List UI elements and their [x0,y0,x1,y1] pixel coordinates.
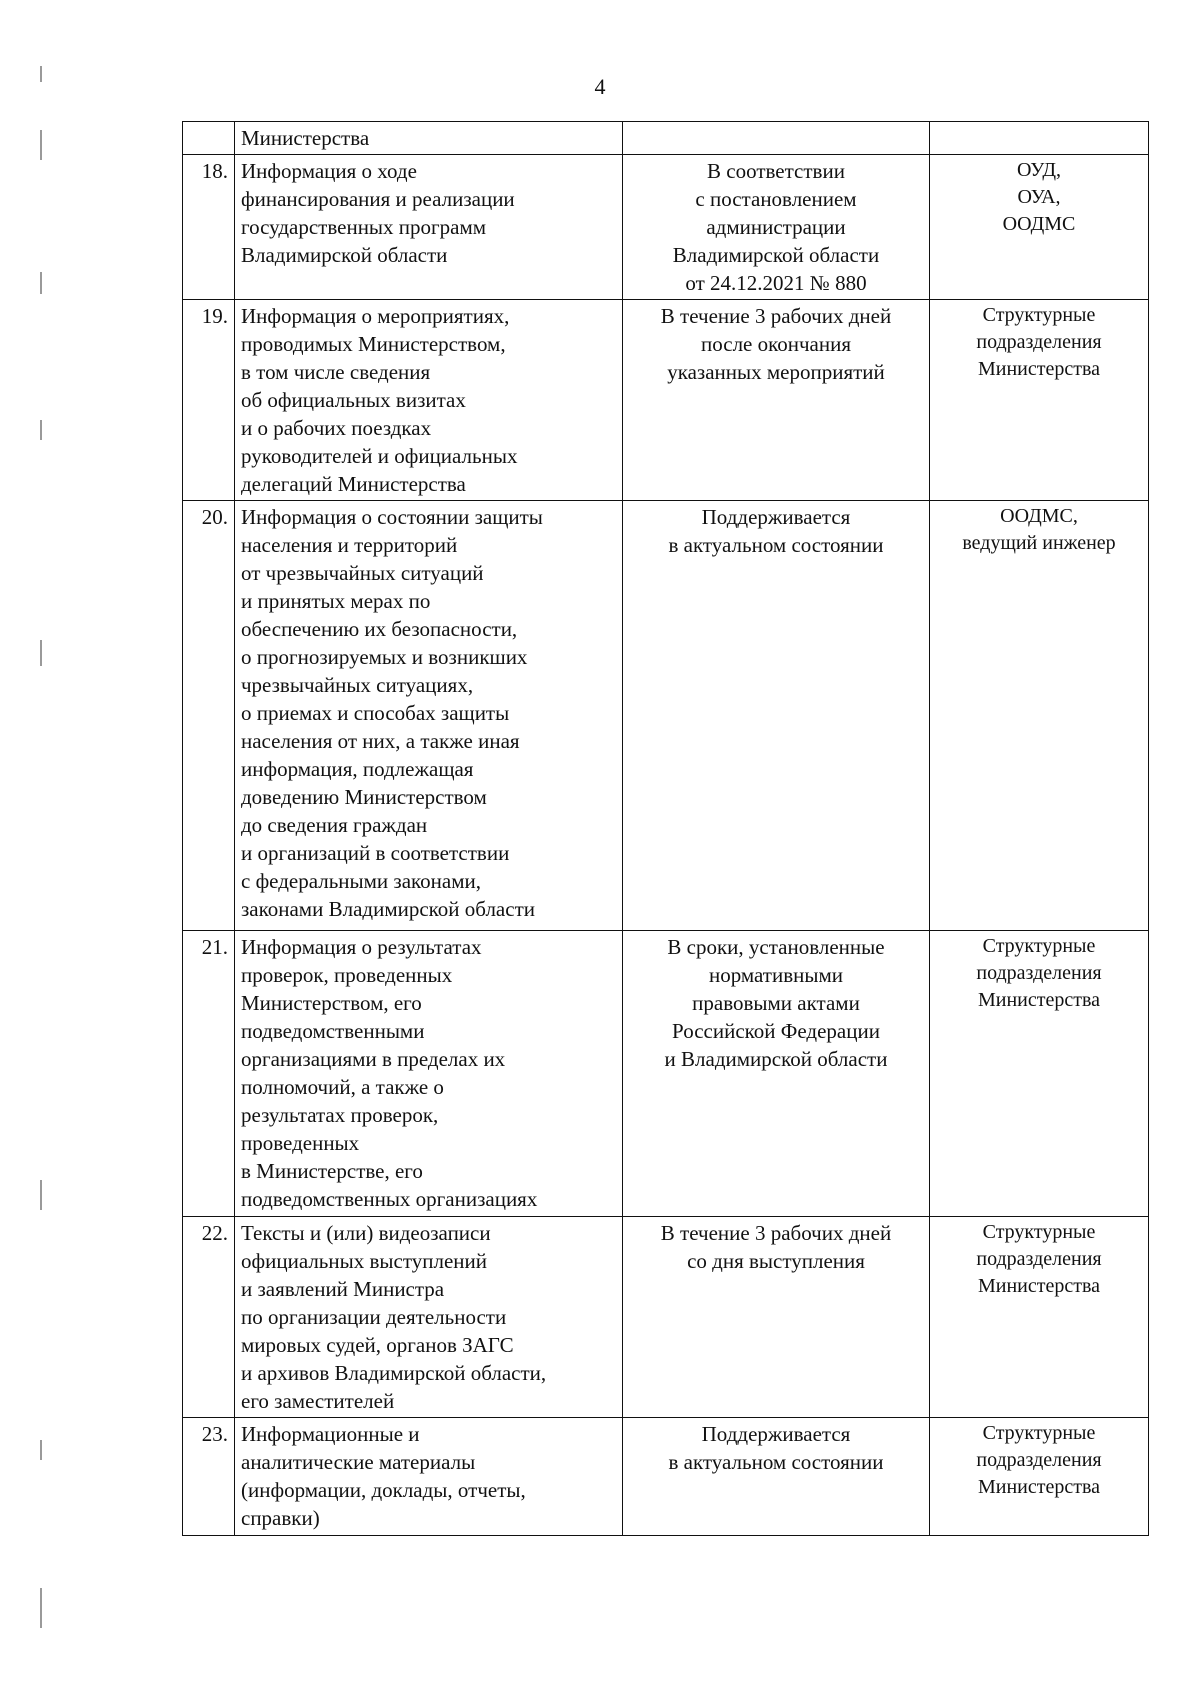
scan-margin-mark [40,1180,42,1210]
responsible-cell: ООДМС, ведущий инженер [930,501,1149,931]
term-cell: Поддерживается в актуальном состоянии [623,1418,930,1536]
information-cell: Тексты и (или) видеозаписи официальных выступлений и заявлений Министра по организации деятельности мировых судей, органов ЗАГС и архивов Владимирской области, его заместителей [235,1217,623,1418]
row-number-cell: 23. [183,1418,235,1536]
row-number-cell: 18. [183,155,235,300]
term-cell: Поддерживается в актуальном состоянии [623,501,930,931]
responsible-cell [930,122,1149,155]
term-cell [623,122,930,155]
table-row [183,1217,1149,1418]
information-table [182,121,1149,1536]
row-number-cell [183,122,235,155]
table-row [183,931,1149,1217]
row-number-cell: 19. [183,300,235,501]
row-number-cell: 20. [183,501,235,931]
term-cell: В соответствии с постановлением администрации Владимирской области от 24.12.2021 № 880 [623,155,930,300]
responsible-cell: Структурные подразделения Министерства [930,931,1149,1217]
term-cell: В течение 3 рабочих дней после окончания указанных мероприятий [623,300,930,501]
table-row [183,501,1149,931]
information-cell: Министерства [235,122,623,155]
information-cell: Информация о результатах проверок, проведенных Министерством, его подведомственными организациями в пределах их полномочий, а также о результатах проверок, проведенных в Министерстве, его подведомственных организациях [235,931,623,1217]
table-row [183,1418,1149,1536]
table-row-continuation [183,122,1149,155]
responsible-cell: Структурные подразделения Министерства [930,1418,1149,1536]
scan-margin-mark [40,66,42,82]
scan-margin-mark [40,1440,42,1460]
scan-margin-mark [40,640,42,666]
information-cell: Информационные и аналитические материалы (информации, доклады, отчеты, справки) [235,1418,623,1536]
scan-margin-mark [40,272,42,294]
table-row [183,300,1149,501]
term-cell: В сроки, установленные нормативными правовыми актами Российской Федерации и Владимирской области [623,931,930,1217]
responsible-cell: Структурные подразделения Министерства [930,300,1149,501]
information-cell: Информация о ходе финансирования и реализации государственных программ Владимирской области [235,155,623,300]
scan-margin-mark [40,1588,42,1628]
scan-margin-mark [40,130,42,160]
term-cell: В течение 3 рабочих дней со дня выступления [623,1217,930,1418]
page-number: 4 [594,74,606,99]
information-cell: Информация о состоянии защиты населения и территорий от чрезвычайных ситуаций и принятых мерах по обеспечению их безопасности, о прогнозируемых и возникших чрезвычайных ситуациях, о приемах и способах защиты населения от них, а также иная информация, подлежащая доведению Министерством до сведения граждан и организаций в соответствии с федеральными законами, законами Владимирской области [235,501,623,931]
information-cell: Информация о мероприятиях, проводимых Министерством, в том числе сведения об официальных визитах и о рабочих поездках руководителей и официальных делегаций Министерства [235,300,623,501]
scan-margin-mark [40,420,42,440]
responsible-cell: ОУД, ОУА, ООДМС [930,155,1149,300]
responsible-cell: Структурные подразделения Министерства [930,1217,1149,1418]
table-row [183,155,1149,300]
row-number-cell: 22. [183,1217,235,1418]
row-number-cell: 21. [183,931,235,1217]
